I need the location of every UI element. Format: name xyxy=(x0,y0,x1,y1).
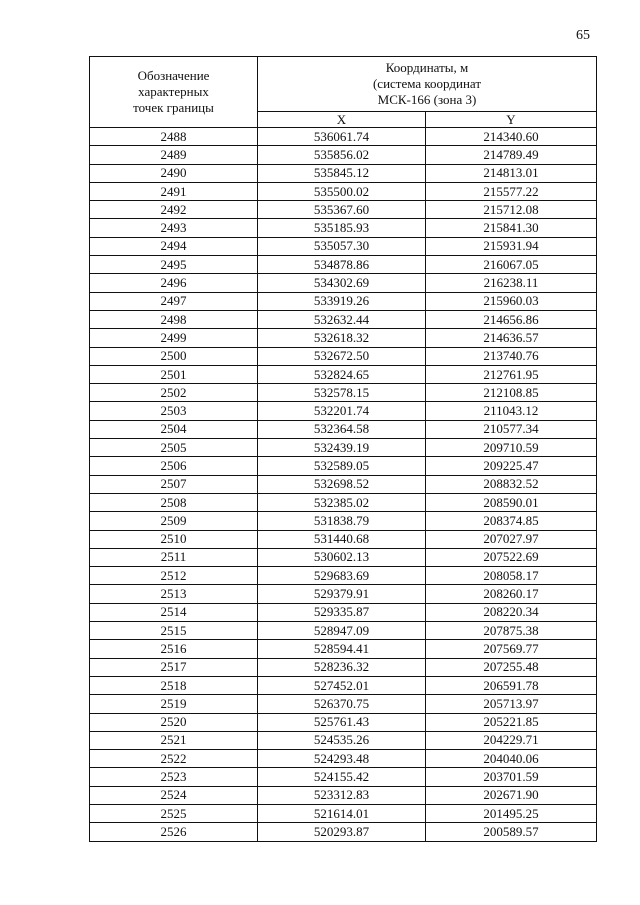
x-coordinate-cell: 529379.91 xyxy=(258,585,426,603)
point-id-cell: 2521 xyxy=(90,731,258,749)
table-row xyxy=(90,201,597,219)
x-column-header: X xyxy=(258,112,426,128)
x-coordinate-cell: 532589.05 xyxy=(258,457,426,475)
x-coordinate-cell: 524535.26 xyxy=(258,731,426,749)
y-coordinate-cell: 212761.95 xyxy=(426,365,597,383)
table-row xyxy=(90,256,597,274)
y-coordinate-cell: 200589.57 xyxy=(426,823,597,841)
point-id-cell: 2508 xyxy=(90,493,258,511)
y-column-header: Y xyxy=(426,112,597,128)
table-row xyxy=(90,713,597,731)
y-coordinate-cell: 206591.78 xyxy=(426,676,597,694)
table-row xyxy=(90,695,597,713)
table-row xyxy=(90,475,597,493)
table-row xyxy=(90,292,597,310)
coordinates-table xyxy=(89,56,597,842)
point-id-cell: 2509 xyxy=(90,512,258,530)
x-coordinate-cell: 524293.48 xyxy=(258,750,426,768)
table-row xyxy=(90,274,597,292)
point-id-cell: 2524 xyxy=(90,786,258,804)
table-row xyxy=(90,347,597,365)
point-id-cell: 2522 xyxy=(90,750,258,768)
table-row xyxy=(90,804,597,822)
point-id-cell: 2492 xyxy=(90,201,258,219)
y-coordinate-cell: 210577.34 xyxy=(426,420,597,438)
point-id-cell: 2496 xyxy=(90,274,258,292)
x-coordinate-cell: 532201.74 xyxy=(258,402,426,420)
x-coordinate-cell: 528947.09 xyxy=(258,622,426,640)
table-row xyxy=(90,658,597,676)
table-row xyxy=(90,420,597,438)
point-id-cell: 2489 xyxy=(90,146,258,164)
table-row xyxy=(90,731,597,749)
x-coordinate-cell: 528594.41 xyxy=(258,640,426,658)
x-coordinate-cell: 535057.30 xyxy=(258,237,426,255)
table-row xyxy=(90,530,597,548)
y-coordinate-cell: 208590.01 xyxy=(426,493,597,511)
y-coordinate-cell: 216067.05 xyxy=(426,256,597,274)
table-row xyxy=(90,365,597,383)
x-coordinate-cell: 523312.83 xyxy=(258,786,426,804)
point-id-cell: 2499 xyxy=(90,329,258,347)
table-row xyxy=(90,622,597,640)
table-row xyxy=(90,823,597,841)
y-coordinate-cell: 215931.94 xyxy=(426,237,597,255)
y-coordinate-cell: 208058.17 xyxy=(426,567,597,585)
y-coordinate-cell: 207875.38 xyxy=(426,622,597,640)
table-row xyxy=(90,128,597,146)
y-coordinate-cell: 203701.59 xyxy=(426,768,597,786)
x-coordinate-cell: 521614.01 xyxy=(258,804,426,822)
point-id-cell: 2504 xyxy=(90,420,258,438)
table-row xyxy=(90,786,597,804)
y-coordinate-cell: 213740.76 xyxy=(426,347,597,365)
y-coordinate-cell: 214813.01 xyxy=(426,164,597,182)
header-line: Координаты, м xyxy=(385,60,469,75)
point-id-cell: 2511 xyxy=(90,548,258,566)
point-id-cell: 2516 xyxy=(90,640,258,658)
point-id-cell: 2495 xyxy=(90,256,258,274)
point-id-cell: 2510 xyxy=(90,530,258,548)
y-coordinate-cell: 214636.57 xyxy=(426,329,597,347)
y-coordinate-cell: 207569.77 xyxy=(426,640,597,658)
coordinates-header xyxy=(258,57,597,112)
point-id-cell: 2494 xyxy=(90,237,258,255)
table-row xyxy=(90,603,597,621)
table-row xyxy=(90,750,597,768)
point-id-cell: 2515 xyxy=(90,622,258,640)
x-coordinate-cell: 535856.02 xyxy=(258,146,426,164)
point-id-cell: 2523 xyxy=(90,768,258,786)
y-coordinate-cell: 215577.22 xyxy=(426,182,597,200)
point-id-cell: 2498 xyxy=(90,310,258,328)
point-id-cell: 2507 xyxy=(90,475,258,493)
table-row xyxy=(90,640,597,658)
header-line: МСК-166 (зона 3) xyxy=(377,92,477,107)
x-coordinate-cell: 528236.32 xyxy=(258,658,426,676)
table-row xyxy=(90,768,597,786)
table-row xyxy=(90,567,597,585)
table-row xyxy=(90,585,597,603)
x-coordinate-cell: 532618.32 xyxy=(258,329,426,347)
point-id-cell: 2520 xyxy=(90,713,258,731)
y-coordinate-cell: 201495.25 xyxy=(426,804,597,822)
point-id-cell: 2514 xyxy=(90,603,258,621)
header-line: Обозначение xyxy=(137,68,210,83)
x-coordinate-cell: 526370.75 xyxy=(258,695,426,713)
table-row xyxy=(90,146,597,164)
x-coordinate-cell: 529683.69 xyxy=(258,567,426,585)
x-coordinate-cell: 535367.60 xyxy=(258,201,426,219)
point-id-cell: 2490 xyxy=(90,164,258,182)
y-coordinate-cell: 212108.85 xyxy=(426,384,597,402)
x-coordinate-cell: 520293.87 xyxy=(258,823,426,841)
x-coordinate-cell: 532578.15 xyxy=(258,384,426,402)
x-coordinate-cell: 532364.58 xyxy=(258,420,426,438)
table-row xyxy=(90,329,597,347)
table-row xyxy=(90,457,597,475)
table-row xyxy=(90,219,597,237)
y-coordinate-cell: 215960.03 xyxy=(426,292,597,310)
y-coordinate-cell: 214789.49 xyxy=(426,146,597,164)
y-coordinate-cell: 208374.85 xyxy=(426,512,597,530)
x-coordinate-cell: 533919.26 xyxy=(258,292,426,310)
y-coordinate-cell: 214340.60 xyxy=(426,128,597,146)
point-id-cell: 2503 xyxy=(90,402,258,420)
y-coordinate-cell: 207027.97 xyxy=(426,530,597,548)
y-coordinate-cell: 207522.69 xyxy=(426,548,597,566)
y-coordinate-cell: 215841.30 xyxy=(426,219,597,237)
x-coordinate-cell: 532632.44 xyxy=(258,310,426,328)
y-coordinate-cell: 214656.86 xyxy=(426,310,597,328)
y-coordinate-cell: 209225.47 xyxy=(426,457,597,475)
x-coordinate-cell: 525761.43 xyxy=(258,713,426,731)
point-id-cell: 2517 xyxy=(90,658,258,676)
x-coordinate-cell: 524155.42 xyxy=(258,768,426,786)
table-body xyxy=(90,128,597,842)
y-coordinate-cell: 202671.90 xyxy=(426,786,597,804)
table-row xyxy=(90,493,597,511)
y-coordinate-cell: 211043.12 xyxy=(426,402,597,420)
point-id-cell: 2493 xyxy=(90,219,258,237)
point-id-cell: 2512 xyxy=(90,567,258,585)
x-coordinate-cell: 532698.52 xyxy=(258,475,426,493)
y-coordinate-cell: 208260.17 xyxy=(426,585,597,603)
table-row xyxy=(90,384,597,402)
table-row xyxy=(90,676,597,694)
y-coordinate-cell: 204229.71 xyxy=(426,731,597,749)
y-coordinate-cell: 208832.52 xyxy=(426,475,597,493)
point-id-cell: 2500 xyxy=(90,347,258,365)
x-coordinate-cell: 531440.68 xyxy=(258,530,426,548)
point-id-cell: 2519 xyxy=(90,695,258,713)
table-row xyxy=(90,548,597,566)
y-coordinate-cell: 205221.85 xyxy=(426,713,597,731)
table-row xyxy=(90,402,597,420)
x-coordinate-cell: 534302.69 xyxy=(258,274,426,292)
header-line: точек границы xyxy=(133,100,214,115)
table-row xyxy=(90,164,597,182)
table-row xyxy=(90,182,597,200)
x-coordinate-cell: 532824.65 xyxy=(258,365,426,383)
y-coordinate-cell: 216238.11 xyxy=(426,274,597,292)
table-row xyxy=(90,439,597,457)
table-row xyxy=(90,310,597,328)
point-id-cell: 2525 xyxy=(90,804,258,822)
point-id-cell: 2506 xyxy=(90,457,258,475)
y-coordinate-cell: 215712.08 xyxy=(426,201,597,219)
x-coordinate-cell: 529335.87 xyxy=(258,603,426,621)
point-id-cell: 2505 xyxy=(90,439,258,457)
point-id-cell: 2501 xyxy=(90,365,258,383)
x-coordinate-cell: 532672.50 xyxy=(258,347,426,365)
point-designation-header xyxy=(90,57,258,128)
x-coordinate-cell: 534878.86 xyxy=(258,256,426,274)
point-id-cell: 2488 xyxy=(90,128,258,146)
x-coordinate-cell: 535845.12 xyxy=(258,164,426,182)
x-coordinate-cell: 530602.13 xyxy=(258,548,426,566)
point-id-cell: 2491 xyxy=(90,182,258,200)
header-line: (система координат xyxy=(372,76,482,91)
header-line: характерных xyxy=(138,84,209,99)
y-coordinate-cell: 204040.06 xyxy=(426,750,597,768)
x-coordinate-cell: 532385.02 xyxy=(258,493,426,511)
x-coordinate-cell: 535500.02 xyxy=(258,182,426,200)
point-id-cell: 2526 xyxy=(90,823,258,841)
point-id-cell: 2497 xyxy=(90,292,258,310)
x-coordinate-cell: 535185.93 xyxy=(258,219,426,237)
x-coordinate-cell: 536061.74 xyxy=(258,128,426,146)
point-id-cell: 2513 xyxy=(90,585,258,603)
table-row xyxy=(90,512,597,530)
y-coordinate-cell: 209710.59 xyxy=(426,439,597,457)
x-coordinate-cell: 531838.79 xyxy=(258,512,426,530)
y-coordinate-cell: 207255.48 xyxy=(426,658,597,676)
y-coordinate-cell: 208220.34 xyxy=(426,603,597,621)
y-coordinate-cell: 205713.97 xyxy=(426,695,597,713)
page-number: 65 xyxy=(576,28,590,43)
x-coordinate-cell: 527452.01 xyxy=(258,676,426,694)
point-id-cell: 2502 xyxy=(90,384,258,402)
point-id-cell: 2518 xyxy=(90,676,258,694)
table-row xyxy=(90,237,597,255)
x-coordinate-cell: 532439.19 xyxy=(258,439,426,457)
